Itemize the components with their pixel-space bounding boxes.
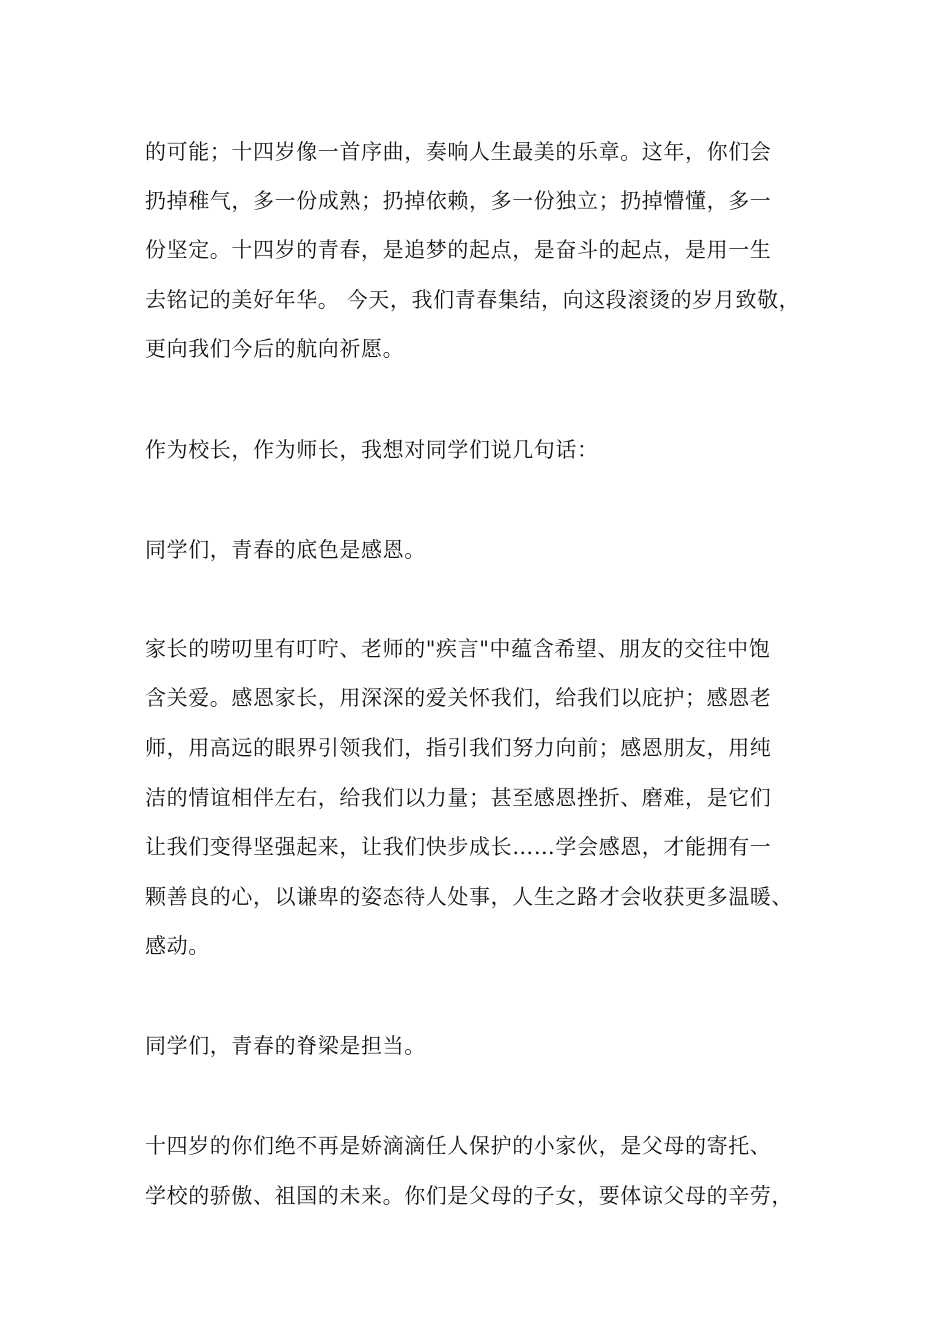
- paragraph-1-line-1: 的可能；十四岁像一首序曲，奏响人生最美的乐章。这年，你们会: [145, 140, 772, 164]
- paragraph-1-line-2: 扔掉稚气，多一份成熟；扔掉依赖，多一份独立；扔掉懵懂，多一: [145, 189, 772, 213]
- paragraph-3-heading: 同学们，青春的底色是感恩。: [145, 538, 426, 562]
- paragraph-6-line-2: 学校的骄傲、祖国的未来。你们是父母的子女，要体谅父母的辛劳，: [145, 1184, 793, 1208]
- paragraph-4-line-5: 让我们变得坚强起来，让我们快步成长……学会感恩，才能拥有一: [145, 835, 772, 859]
- paragraph-4-line-4: 洁的情谊相伴左右，给我们以力量；甚至感恩挫折、磨难，是它们: [145, 786, 772, 810]
- paragraph-1-line-4: 去铭记的美好年华。 今天，我们青春集结，向这段滚烫的岁月致敬，: [145, 288, 801, 312]
- paragraph-5-heading: 同学们，青春的脊梁是担当。: [145, 1034, 426, 1058]
- paragraph-2-line-1: 作为校长，作为师长，我想对同学们说几句话：: [145, 438, 599, 462]
- paragraph-4-line-3: 师，用高远的眼界引领我们，指引我们努力向前；感恩朋友，用纯: [145, 736, 772, 760]
- paragraph-4-line-7: 感动。: [145, 934, 210, 958]
- paragraph-4-line-1: 家长的唠叨里有叮咛、老师的"疾言"中蕴含希望、朋友的交往中饱: [145, 637, 771, 661]
- paragraph-4-line-2: 含关爱。感恩家长，用深深的爱关怀我们，给我们以庇护；感恩老: [145, 686, 772, 710]
- paragraph-6-line-1: 十四岁的你们绝不再是娇滴滴任人保护的小家伙，是父母的寄托、: [145, 1134, 772, 1158]
- paragraph-1-line-5: 更向我们今后的航向祈愿。: [145, 337, 405, 361]
- paragraph-1-line-3: 份坚定。十四岁的青春，是追梦的起点，是奋斗的起点，是用一生: [145, 238, 772, 262]
- paragraph-4-line-6: 颗善良的心，以谦卑的姿态待人处事，人生之路才会收获更多温暖、: [145, 885, 793, 909]
